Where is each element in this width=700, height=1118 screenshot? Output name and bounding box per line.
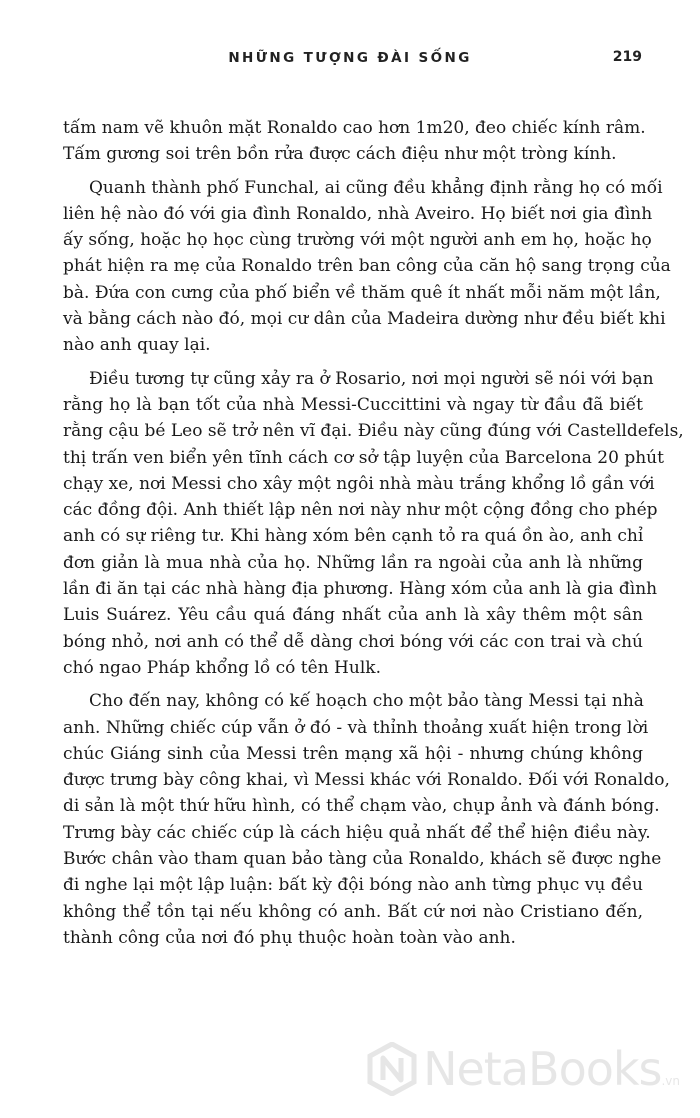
text-line: chó ngao Pháp khổng lồ có tên Hulk. — [63, 657, 381, 678]
text-line: tấm nam vẽ khuôn mặt Ronaldo cao hơn 1m20, đeo chiếc kính râm. — [63, 118, 646, 138]
text-line: rằng họ là bạn tốt của nhà Messi-Cuccittini và ngay từ đầu đã biết — [63, 394, 643, 415]
watermark — [367, 1042, 680, 1096]
text-line: lần đi ăn tại các nhà hàng địa phương. Hàng xóm của anh là gia đình — [63, 579, 658, 600]
text-line: Điều tương tự cũng xảy ra ở Rosario, nơi mọi người sẽ nói với bạn — [89, 368, 654, 389]
text-line: không thể tồn tại nếu không có anh. Bất cứ nơi nào Cristiano đến, — [63, 901, 643, 922]
text-line: Bước chân vào tham quan bảo tàng của Ronaldo, khách sẽ được nghe — [63, 849, 662, 870]
paragraph — [63, 688, 670, 951]
text-line: bà. Đứa con cưng của phố biển về thăm quê ít nhất mỗi năm một lần, — [63, 282, 661, 303]
text-line: chạy xe, nơi Messi cho xây một ngôi nhà màu trắng khổng lồ gần với — [63, 473, 655, 494]
text-line: thị trấn ven biển yên tĩnh cách cơ sở tập luyện của Barcelona 20 phút — [63, 447, 664, 468]
text-line: ấy sống, hoặc họ học cùng trường với một người anh em họ, hoặc họ — [63, 230, 652, 251]
text-line: đi nghe lại một lập luận: bất kỳ đội bóng nào anh từng phục vụ đều — [63, 875, 643, 896]
text-line: Quanh thành phố Funchal, ai cũng đều khẳng định rằng họ có mối — [89, 177, 663, 198]
text-line: anh. Những chiếc cúp vẫn ở đó - và thỉnh thoảng xuất hiện trong lời — [63, 717, 649, 738]
page-number: 219 — [612, 49, 642, 65]
text-line: di sản là một thứ hữu hình, có thể chạm vào, chụp ảnh và đánh bóng. — [63, 796, 660, 817]
n-hexagon-logo-icon — [367, 1042, 417, 1096]
text-line: chúc Giáng sinh của Messi trên mạng xã hội - nhưng chúng không — [63, 743, 643, 764]
text-line: Cho đến nay, không có kế hoạch cho một bảo tàng Messi tại nhà — [89, 691, 644, 712]
watermark-brand: NetaBooks — [423, 1042, 662, 1096]
running-header-title: NHỮNG TƯỢNG ĐÀI SỐNG — [228, 50, 472, 66]
paragraph — [63, 366, 684, 682]
text-line: thành công của nơi đó phụ thuộc hoàn toàn vào anh. — [63, 927, 516, 948]
text-line: bóng nhỏ, nơi anh có thể dễ dàng chơi bóng với các con trai và chú — [63, 631, 643, 652]
body-text — [63, 115, 684, 958]
text-line: Trưng bày các chiếc cúp là cách hiệu quả nhất để thể hiện điều này. — [63, 822, 651, 843]
text-line: anh có sự riêng tư. Khi hàng xóm bên cạnh tỏ ra quá ồn ào, anh chỉ — [63, 526, 644, 547]
paragraph — [63, 115, 646, 168]
text-line: và bằng cách nào đó, mọi cư dân của Madeira dường như đều biết khi — [63, 309, 666, 330]
text-line: các đồng đội. Anh thiết lập nên nơi này như một cộng đồng cho phép — [63, 500, 658, 521]
text-line: Tấm gương soi trên bồn rửa được cách điệu như một tròng kính. — [63, 144, 617, 165]
text-line: đơn giản là mua nhà của họ. Những lần ra ngoài của anh là những — [63, 552, 643, 573]
text-line: rằng cậu bé Leo sẽ trở nên vĩ đại. Điều này cũng đúng với Castelldefels, — [63, 421, 684, 442]
watermark-suffix: .vn — [661, 1074, 680, 1088]
text-line: phát hiện ra mẹ của Ronaldo trên ban công của căn hộ sang trọng của — [63, 256, 671, 277]
text-line: nào anh quay lại. — [63, 335, 211, 356]
text-line: liên hệ nào đó với gia đình Ronaldo, nhà Aveiro. Họ biết nơi gia đình — [63, 203, 653, 224]
paragraph — [63, 175, 671, 359]
text-line: được trưng bày công khai, vì Messi khác với Ronaldo. Đối với Ronaldo, — [63, 770, 670, 791]
text-line: Luis Suárez. Yêu cầu quá đáng nhất của anh là xây thêm một sân — [63, 605, 643, 626]
